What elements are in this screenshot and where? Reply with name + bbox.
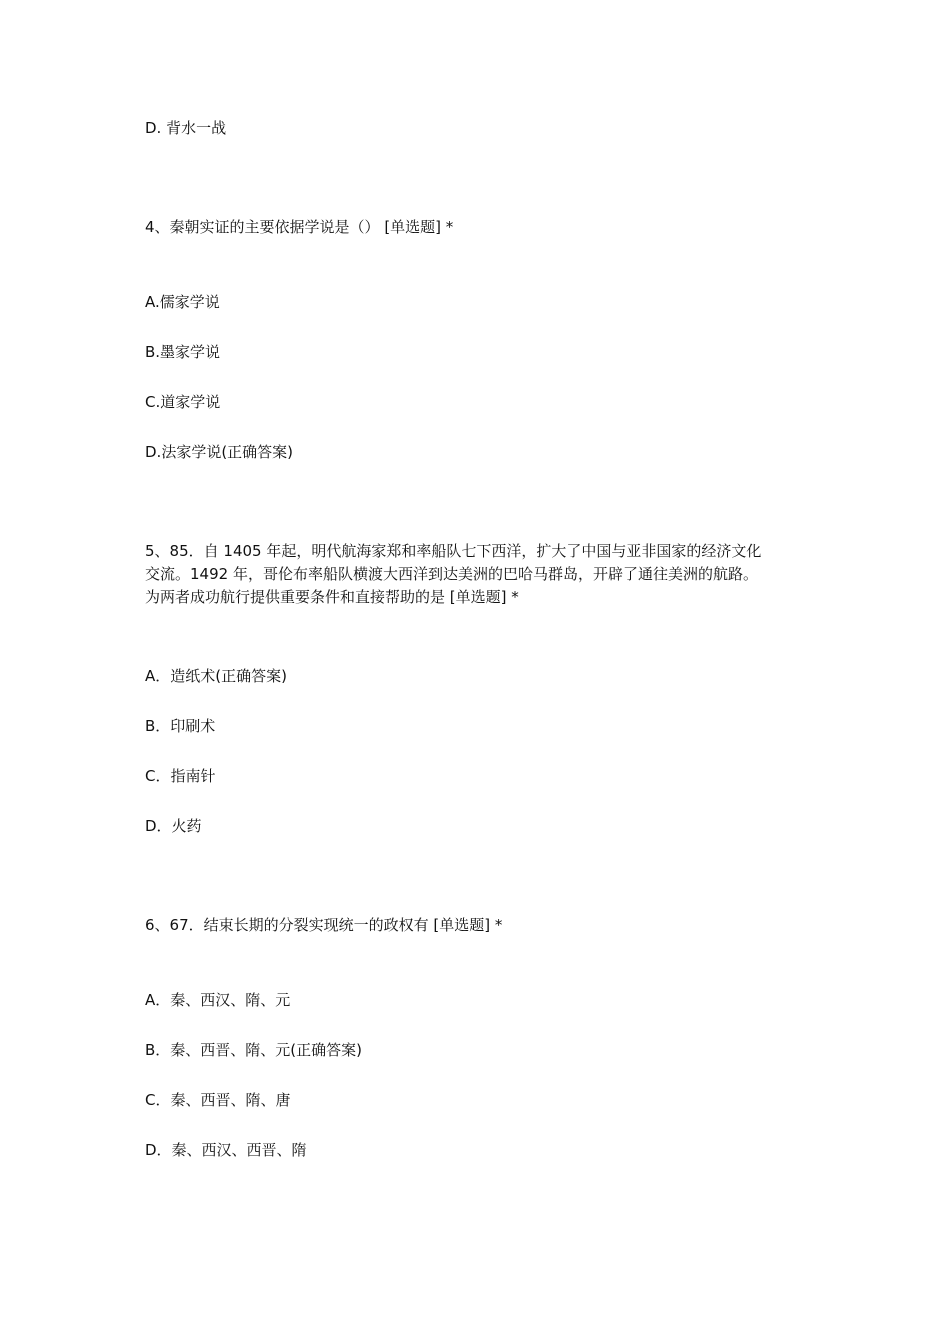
question-5-option-b: B．印刷术 — [145, 717, 216, 735]
question-5-title-line-2: 交流。1492 年，哥伦布率船队横渡大西洋到达美洲的巴哈马群岛，开辟了通往美洲的航路。 — [145, 565, 758, 583]
question-4-option-c: C.道家学说 — [145, 393, 221, 411]
question-6-option-d: D．秦、西汉、西晋、隋 — [145, 1141, 307, 1159]
question-4-title: 4、秦朝实证的主要依据学说是（） [单选题] * — [145, 218, 454, 236]
question-4-option-d: D.法家学说(正确答案) — [145, 443, 294, 461]
question-6-option-b: B．秦、西晋、隋、元(正确答案) — [145, 1041, 362, 1059]
question-5-title-line-3: 为两者成功航行提供重要条件和直接帮助的是 [单选题] * — [145, 588, 519, 606]
question-5-title — [145, 540, 825, 609]
question-4-option-b: B.墨家学说 — [145, 343, 221, 361]
question-4-option-a: A.儒家学说 — [145, 293, 220, 311]
question-6-option-a: A．秦、西汉、隋、元 — [145, 991, 291, 1009]
question-6-option-c: C．秦、西晋、隋、唐 — [145, 1091, 291, 1109]
question-6-title: 6、67．结束长期的分裂实现统一的政权有 [单选题] * — [145, 916, 503, 934]
question-5-option-c: C．指南针 — [145, 767, 216, 785]
question-5-title-line-1: 5、85．自 1405 年起，明代航海家郑和率船队七下西洋，扩大了中国与亚非国家的经济文化 — [145, 542, 762, 560]
question-5-option-a: A．造纸术(正确答案) — [145, 667, 287, 685]
prev-question-option-d: D. 背水一战 — [145, 119, 227, 137]
question-5-option-d: D．火药 — [145, 817, 202, 835]
